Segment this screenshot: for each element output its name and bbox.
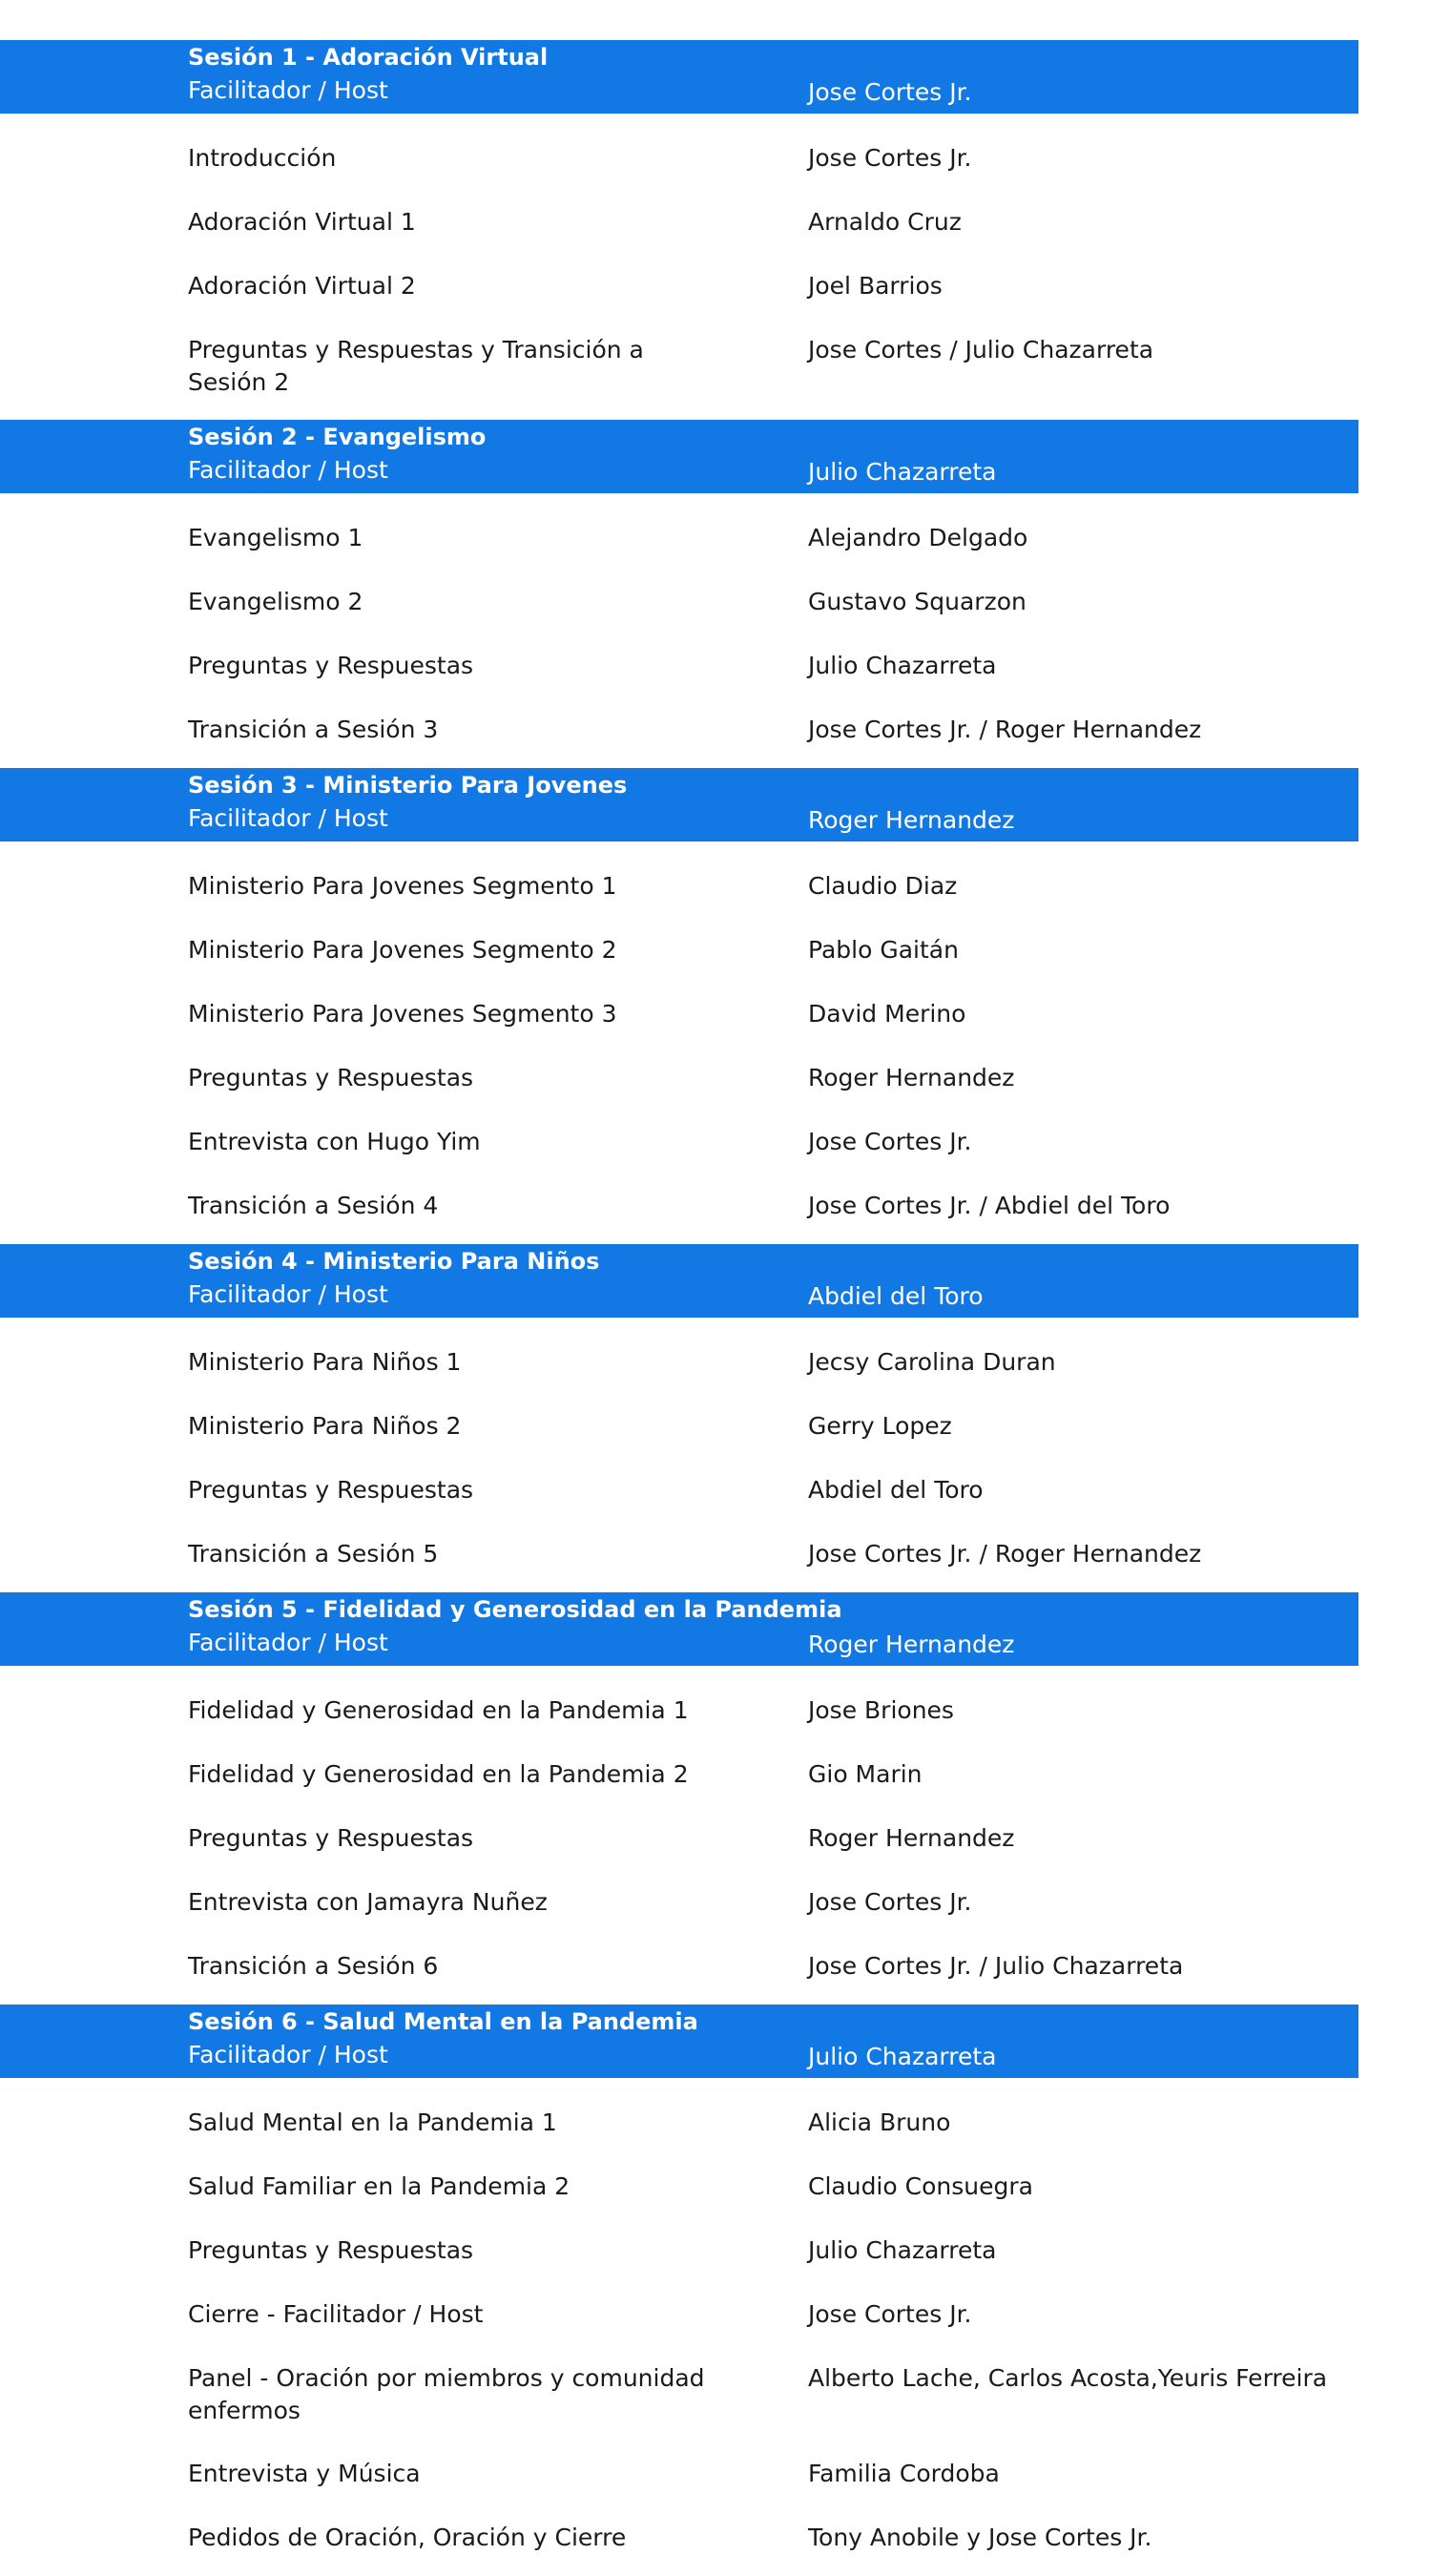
session-spacer: [0, 749, 1431, 768]
session-host-name: Julio Chazarreta: [808, 458, 997, 486]
session-host-name: Jose Cortes Jr.: [808, 78, 972, 106]
schedule-item-row: [0, 2078, 1358, 2142]
schedule-item-row: [0, 1033, 1358, 1097]
schedule-item-row: [0, 177, 1358, 241]
item-title: Panel - Oración por miembros y comunidad enfermos: [188, 2364, 705, 2424]
session-host-label: Facilitador / Host: [188, 804, 388, 832]
item-title: Adoración Virtual 1: [188, 208, 416, 236]
item-title: Salud Familiar en la Pandemia 2: [188, 2172, 570, 2200]
session-spacer: [0, 2557, 1431, 2576]
item-title: Entrevista y Música: [188, 2460, 421, 2487]
session-header: [0, 2005, 1358, 2078]
schedule-item-row: [0, 1161, 1358, 1225]
schedule-item-row: [0, 685, 1358, 749]
session-title: Sesión 5 - Fidelidad y Generosidad en la Pandemia: [188, 1596, 842, 1623]
session-block: [0, 420, 1431, 768]
schedule-item-row: [0, 1858, 1358, 1922]
session-host-name: Roger Hernandez: [808, 806, 1015, 834]
session-host-name: Abdiel del Toro: [808, 1282, 984, 1310]
session-host-label: Facilitador / Host: [188, 456, 388, 484]
item-title: Preguntas y Respuestas: [188, 2236, 474, 2264]
schedule-item-row: [0, 2270, 1358, 2334]
item-person: Julio Chazarreta: [808, 2236, 997, 2264]
schedule-item-row: [0, 2334, 1358, 2429]
session-host-label: Facilitador / Host: [188, 76, 388, 104]
session-header: [0, 1592, 1358, 1666]
schedule-item-row: [0, 557, 1358, 621]
item-person: Jose Cortes Jr.: [808, 1888, 972, 1916]
item-person: Claudio Consuegra: [808, 2172, 1033, 2200]
item-title: Transición a Sesión 6: [188, 1952, 439, 1980]
item-title: Fidelidad y Generosidad en la Pandemia 2: [188, 1760, 689, 1788]
item-title: Transición a Sesión 3: [188, 716, 439, 743]
item-title: Ministerio Para Jovenes Segmento 3: [188, 1000, 617, 1028]
item-title: Adoración Virtual 2: [188, 272, 416, 300]
item-title: Introducción: [188, 144, 337, 172]
item-title: Pedidos de Oración, Oración y Cierre: [188, 2524, 627, 2551]
item-person: Claudio Diaz: [808, 872, 958, 900]
session-host-label: Facilitador / Host: [188, 1280, 388, 1308]
item-title: Entrevista con Hugo Yim: [188, 1128, 481, 1155]
item-title: Ministerio Para Niños 1: [188, 1348, 462, 1376]
item-title: Transición a Sesión 5: [188, 1540, 439, 1568]
item-title: Preguntas y Respuestas y Transición a Sesión 2: [188, 336, 644, 396]
session-block: [0, 1592, 1431, 2005]
schedule-item-row: [0, 241, 1358, 305]
schedule-item-row: [0, 305, 1358, 401]
item-person: Jose Cortes Jr. / Julio Chazarreta: [808, 1952, 1184, 1980]
session-host-name: Roger Hernandez: [808, 1631, 1015, 1658]
item-person: Jose Cortes / Julio Chazarreta: [808, 336, 1154, 364]
item-person: Gio Marin: [808, 1760, 923, 1788]
item-person: Alberto Lache, Carlos Acosta,Yeuris Ferreira: [808, 2364, 1328, 2392]
session-host-label: Facilitador / Host: [188, 1629, 388, 1656]
item-title: Transición a Sesión 4: [188, 1192, 439, 1219]
item-title: Preguntas y Respuestas: [188, 1064, 474, 1091]
item-title: Ministerio Para Jovenes Segmento 2: [188, 936, 617, 964]
schedule-item-row: [0, 114, 1358, 177]
schedule-item-row: [0, 2429, 1358, 2493]
item-person: Roger Hernandez: [808, 1824, 1015, 1852]
session-header: [0, 40, 1358, 114]
item-person: David Merino: [808, 1000, 966, 1028]
item-title: Ministerio Para Jovenes Segmento 1: [188, 872, 617, 900]
session-title: Sesión 4 - Ministerio Para Niños: [188, 1248, 600, 1275]
item-person: Jose Cortes Jr. / Roger Hernandez: [808, 1540, 1202, 1568]
session-title: Sesión 1 - Adoración Virtual: [188, 44, 549, 71]
session-host-name: Julio Chazarreta: [808, 2043, 997, 2070]
item-person: Pablo Gaitán: [808, 936, 959, 964]
session-spacer: [0, 1985, 1431, 2005]
schedule-item-row: [0, 2206, 1358, 2270]
session-header: [0, 420, 1358, 493]
schedule-item-row: [0, 1730, 1358, 1794]
schedule-item-row: [0, 1666, 1358, 1730]
item-person: Joel Barrios: [808, 272, 943, 300]
session-title: Sesión 2 - Evangelismo: [188, 424, 487, 450]
session-block: [0, 40, 1431, 420]
item-title: Ministerio Para Niños 2: [188, 1412, 462, 1440]
item-person: Jose Cortes Jr.: [808, 144, 972, 172]
item-person: Arnaldo Cruz: [808, 208, 962, 236]
item-person: Jecsy Carolina Duran: [808, 1348, 1056, 1376]
session-spacer: [0, 401, 1431, 420]
item-person: Jose Cortes Jr.: [808, 1128, 972, 1155]
item-person: Jose Cortes Jr.: [808, 2300, 972, 2328]
session-header: [0, 768, 1358, 841]
session-spacer: [0, 1225, 1431, 1244]
item-person: Familia Cordoba: [808, 2460, 1000, 2487]
schedule-item-row: [0, 1381, 1358, 1445]
item-title: Salud Mental en la Pandemia 1: [188, 2109, 557, 2136]
session-schedule: [0, 40, 1431, 2576]
item-title: Preguntas y Respuestas: [188, 1824, 474, 1852]
item-title: Fidelidad y Generosidad en la Pandemia 1: [188, 1696, 689, 1724]
item-person: Gerry Lopez: [808, 1412, 952, 1440]
item-person: Jose Cortes Jr. / Abdiel del Toro: [808, 1192, 1171, 1219]
session-header: [0, 1244, 1358, 1318]
schedule-item-row: [0, 1922, 1358, 1985]
item-title: Evangelismo 2: [188, 588, 363, 615]
item-title: Cierre - Facilitador / Host: [188, 2300, 484, 2328]
schedule-item-row: [0, 1794, 1358, 1858]
item-person: Alicia Bruno: [808, 2109, 951, 2136]
session-block: [0, 1244, 1431, 1592]
schedule-item-row: [0, 1318, 1358, 1381]
item-person: Alejandro Delgado: [808, 524, 1028, 551]
item-title: Preguntas y Respuestas: [188, 652, 474, 679]
item-person: Abdiel del Toro: [808, 1476, 984, 1504]
item-title: Preguntas y Respuestas: [188, 1476, 474, 1504]
schedule-item-row: [0, 1509, 1358, 1573]
item-person: Jose Briones: [808, 1696, 954, 1724]
item-title: Entrevista con Jamayra Nuñez: [188, 1888, 548, 1916]
schedule-item-row: [0, 969, 1358, 1033]
item-title: Evangelismo 1: [188, 524, 363, 551]
schedule-item-row: [0, 493, 1358, 557]
schedule-item-row: [0, 1097, 1358, 1161]
item-person: Gustavo Squarzon: [808, 588, 1027, 615]
session-host-label: Facilitador / Host: [188, 2041, 388, 2068]
item-person: Julio Chazarreta: [808, 652, 997, 679]
session-title: Sesión 6 - Salud Mental en la Pandemia: [188, 2008, 698, 2035]
schedule-item-row: [0, 621, 1358, 685]
session-block: [0, 2005, 1431, 2576]
schedule-item-row: [0, 841, 1358, 905]
schedule-item-row: [0, 1445, 1358, 1509]
schedule-item-row: [0, 2142, 1358, 2206]
session-spacer: [0, 1573, 1431, 1592]
item-person: Jose Cortes Jr. / Roger Hernandez: [808, 716, 1202, 743]
schedule-item-row: [0, 905, 1358, 969]
item-person: Tony Anobile y Jose Cortes Jr.: [808, 2524, 1152, 2551]
item-person: Roger Hernandez: [808, 1064, 1015, 1091]
session-title: Sesión 3 - Ministerio Para Jovenes: [188, 772, 628, 799]
session-block: [0, 768, 1431, 1244]
